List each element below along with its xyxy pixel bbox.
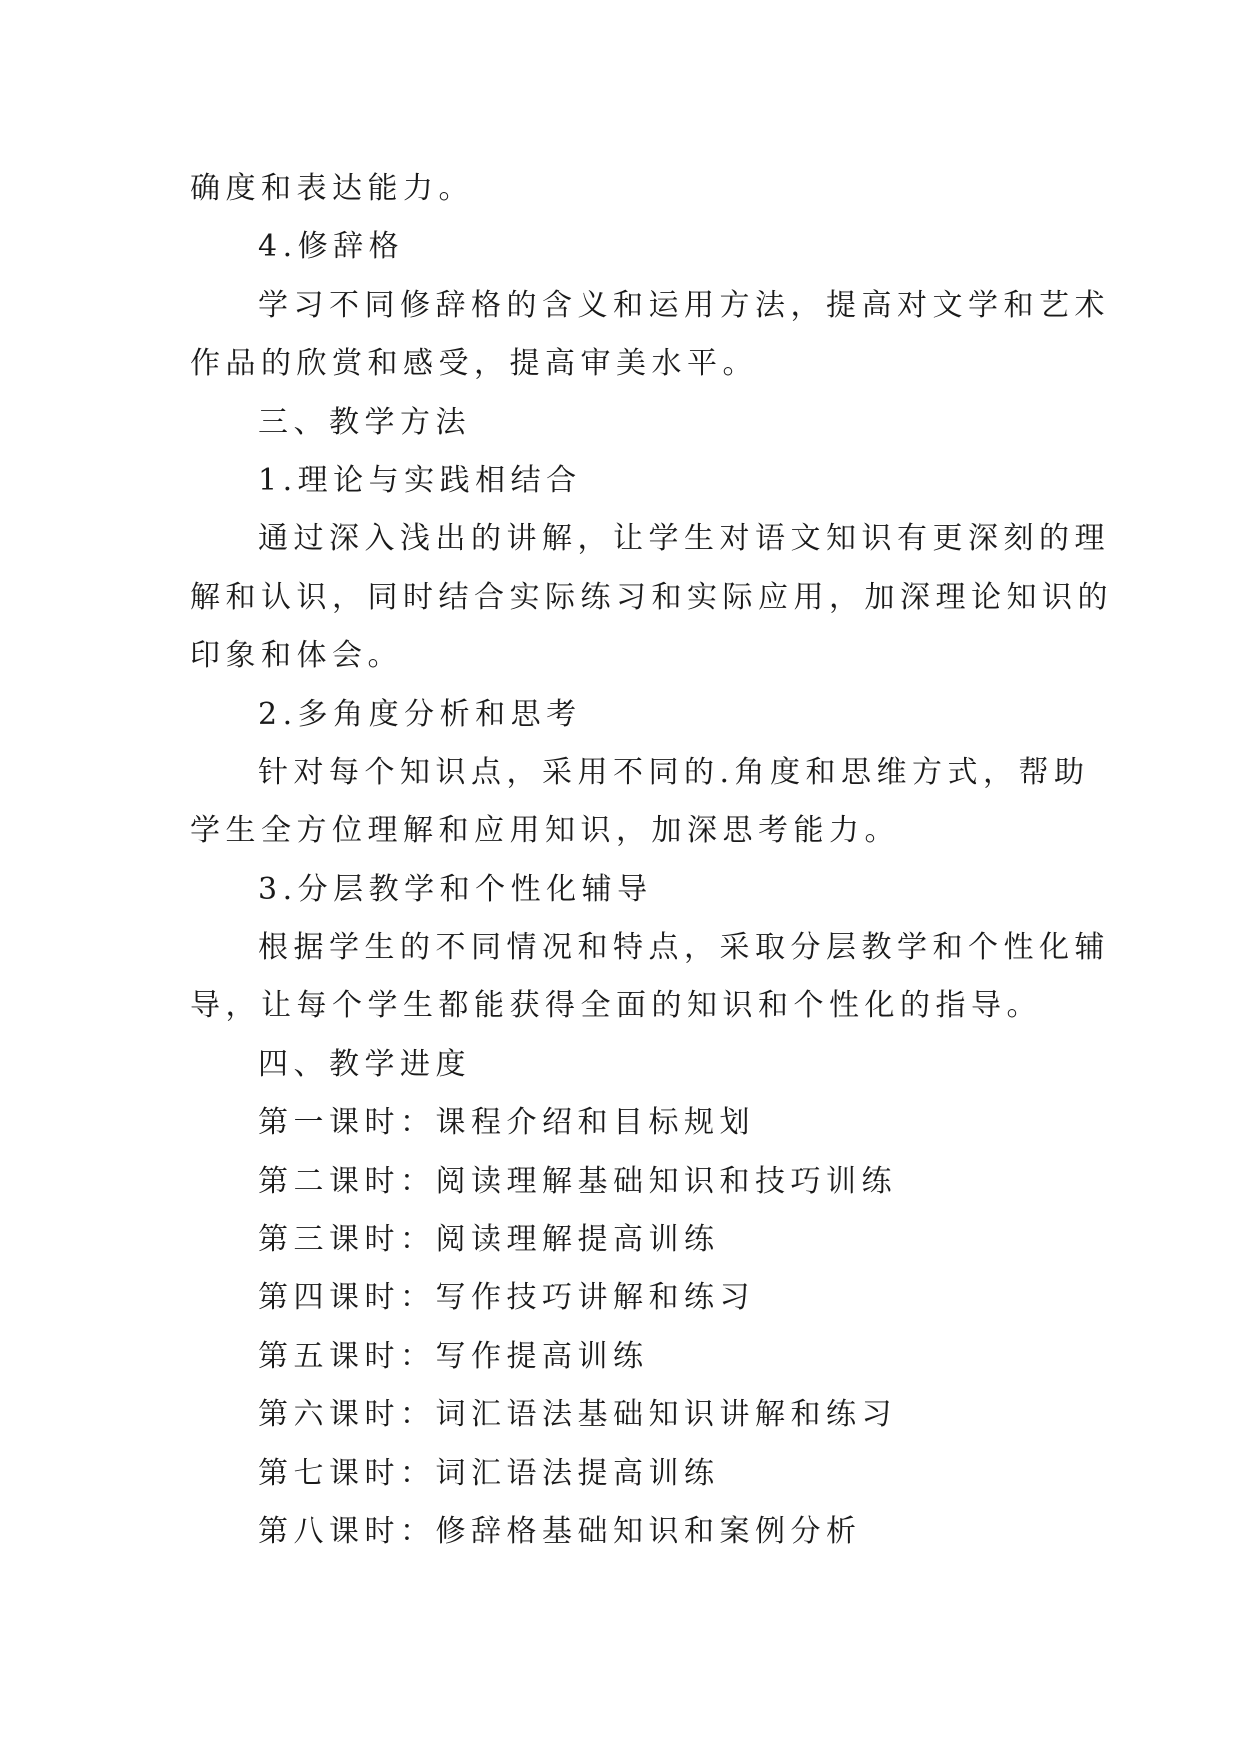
document-body <box>190 160 1113 1561</box>
text-line: 第二课时：阅读理解基础知识和技巧训练 <box>258 1163 897 1199</box>
text-line: 根据学生的不同情况和特点，采取分层教学和个性化辅 <box>258 930 1110 966</box>
text-line: 导，让每个学生都能获得全面的知识和个性化的指导。 <box>190 988 1042 1024</box>
text-line: 1.理论与实践相结合 <box>258 462 582 498</box>
text-line: 第三课时：阅读理解提高训练 <box>258 1222 720 1258</box>
text-line: 第六课时：词汇语法基础知识讲解和练习 <box>258 1397 897 1433</box>
text-line: 印象和体会。 <box>190 638 403 674</box>
text-line: 第八课时：修辞格基础知识和案例分析 <box>258 1513 862 1549</box>
text-line: 3.分层教学和个性化辅导 <box>258 871 653 907</box>
text-line: 通过深入浅出的讲解，让学生对语文知识有更深刻的理 <box>258 521 1110 557</box>
text-line: 三、教学方法 <box>258 404 471 440</box>
text-line: 4.修辞格 <box>258 229 405 265</box>
text-line: 确度和表达能力。 <box>190 171 474 206</box>
text-line: 第七课时：词汇语法提高训练 <box>258 1455 720 1491</box>
text-line: 第一课时：课程介绍和目标规划 <box>258 1105 755 1141</box>
text-line: 学生全方位理解和应用知识，加深思考能力。 <box>190 813 900 849</box>
text-line: 第四课时：写作技巧讲解和练习 <box>258 1280 755 1316</box>
text-line: 2.多角度分析和思考 <box>258 696 582 732</box>
text-line: 四、教学进度 <box>258 1046 471 1082</box>
text-line: 针对每个知识点，采用不同的.角度和思维方式，帮助 <box>258 754 1090 790</box>
text-line: 学习不同修辞格的含义和运用方法，提高对文学和艺术 <box>258 287 1110 323</box>
text-line: 第五课时：写作提高训练 <box>258 1338 649 1374</box>
text-line: 解和认识，同时结合实际练习和实际应用，加深理论知识的 <box>190 579 1113 615</box>
text-line: 作品的欣赏和感受，提高审美水平。 <box>190 346 758 382</box>
